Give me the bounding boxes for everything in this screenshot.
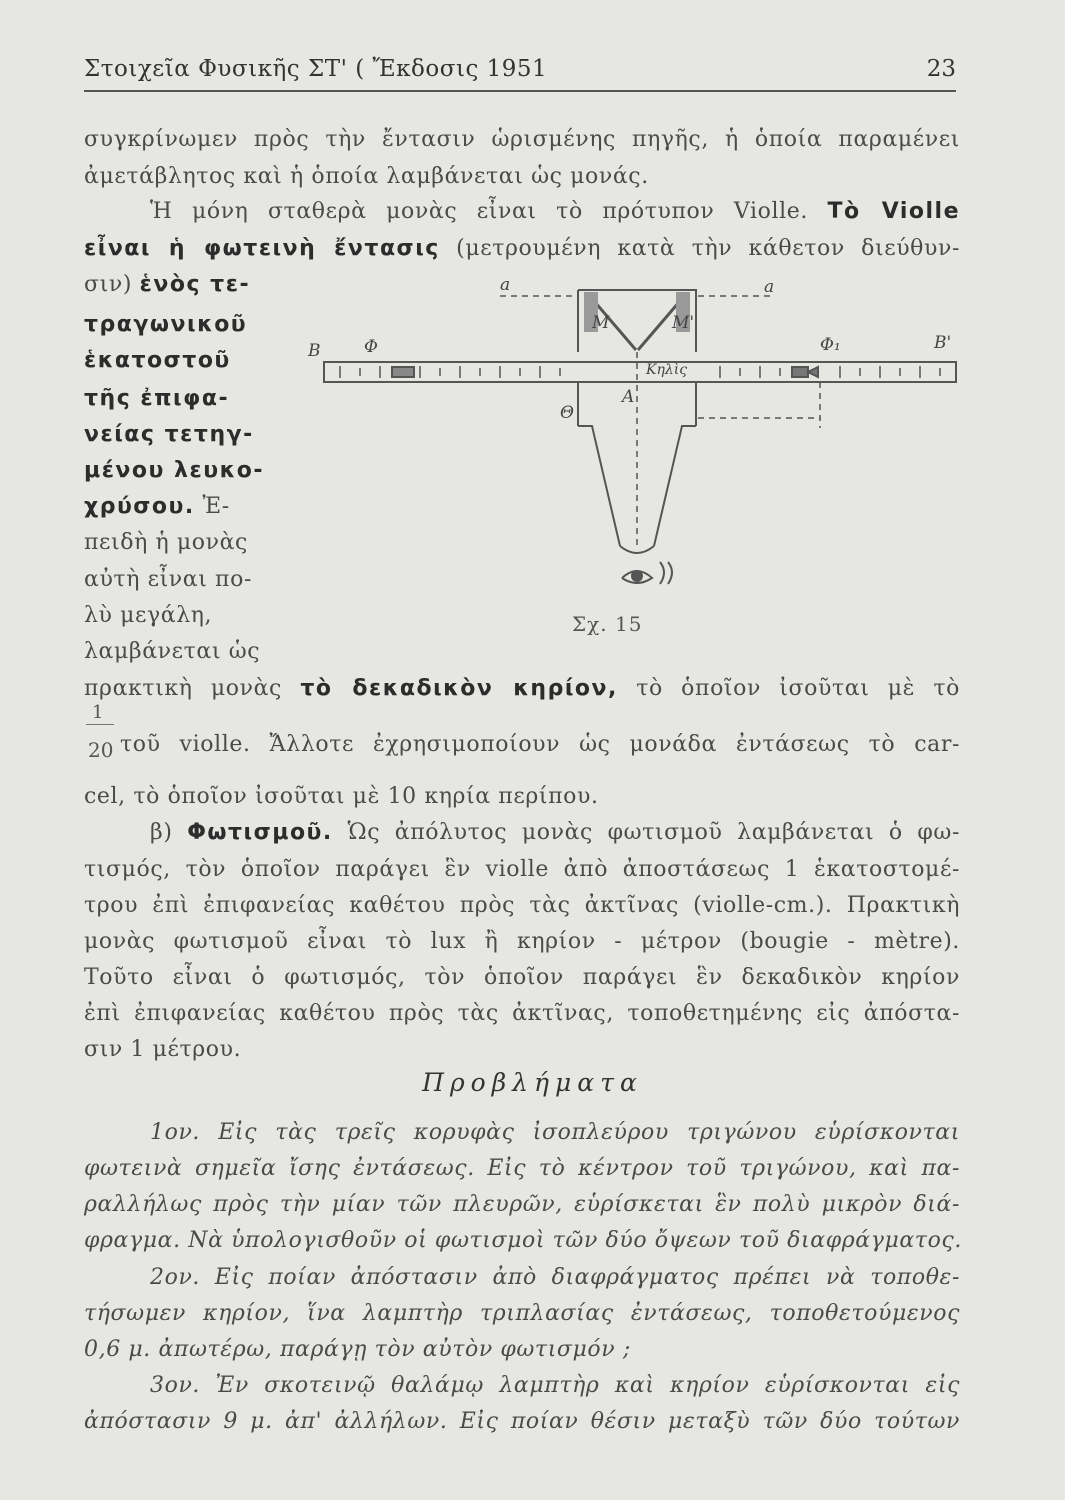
fraction-bar [86,724,114,725]
body-line: τοῦ violle. Ἄλλοτε ἐχρησιμοποίουν ὡς μονάδα ἐντάσεως τὸ car- [120,732,960,757]
running-header [84,56,956,92]
label-b-right: B' [934,333,952,353]
label-a-center: A [622,387,635,407]
problem-line: ραλλήλως πρὸς τὴν μίαν τῶν πλευρῶν, εὑρίσκεται ἓν πολὺ μικρὸν διά- [84,1192,960,1217]
body-line: εἶναι ἡ φωτεινὴ ἔντασις (μετρουμένη κατὰ τὴν κάθετον διεύθυν- [84,236,960,261]
optical-bench [324,362,956,382]
problem-line: 0,6 μ. ἀπωτέρω, παράγῃ τὸν αὐτὸν φωτισμόν ; [84,1337,631,1362]
side-line: νείας τετηγ- [84,422,254,447]
problem-line: 1ον. Εἰς τὰς τρεῖς κορυφὰς ἰσοπλεύρου τριγώνου εὑρίσκονται [150,1120,960,1145]
side-line: χρύσου. Ἐ- [84,494,230,519]
body-line: cel, τὸ ὁποῖον ἰσοῦται μὲ 10 κηρία περίπου. [84,784,599,809]
page-number: 23 [926,56,956,82]
problem-line: ἀπόστασιν 9 μ. ἀπ' ἀλλήλων. Εἰς ποίαν θέσιν μεταξὺ τῶν δύο τούτων [84,1409,960,1434]
side-line: λὺ μεγάλη, [84,603,213,628]
body-line: τισμός, τὸν ὁποῖον παράγει ἓν violle ἀπὸ ἀποστάσεως 1 ἑκατοστομέ- [84,857,960,882]
header-title: Στοιχεῖα Φυσικῆς ΣΤ' ( Ἔκδοσις 1951 [84,56,548,82]
label-b-left: B [308,341,321,361]
label-theta: Θ [560,403,574,423]
label-m-left: M [592,313,610,333]
body-line: β) Φωτισμοῦ. Ὡς ἀπόλυτος μονὰς φωτισμοῦ λαμβάνεται ὁ φω- [150,820,961,845]
problem-line: 3ον. Ἐν σκοτεινῷ θαλάμῳ λαμπτὴρ καὶ κηρίον εὑρίσκονται εἰς [150,1373,960,1398]
fraction-denominator: 20 [88,738,114,762]
side-line: αὐτὴ εἶναι πο- [84,567,252,592]
body-line: Ἡ μόνη σταθερὰ μονὰς εἶναι τὸ πρότυπον Violle. Τὸ Violle [150,199,961,224]
side-line: ἑκατοστοῦ [84,348,231,373]
left-source [392,367,414,377]
body-line: μονὰς φωτισμοῦ εἶναι τὸ lux ἢ κηρίον - μέτρον (bougie - mètre). [84,929,960,954]
body-line: ἀμετάβλητος καὶ ἡ ὁποία λαμβάνεται ὡς μονάς. [84,164,649,189]
fraction-numerator: 1 [92,702,104,723]
label-a-right: a [764,278,775,297]
label-a-left: a [500,278,511,295]
label-kilis: Κηλὶς [646,362,688,378]
body-line: σιν 1 μέτρου. [84,1037,242,1062]
problem-line: τήσωμεν κηρίον, ἵνα λαμπτὴρ τριπλασίας ἐντάσεως, τοποθετούμενος [84,1301,960,1326]
body-line: τρου ἐπὶ ἐπιφανείας καθέτου πρὸς τὰς ἀκτῖνας (violle-cm.). Πρακτικὴ [84,893,960,918]
body-line: Τοῦτο εἶναι ὁ φωτισμός, τὸν ὁποῖον παράγει ἓν δεκαδικὸν κηρίον [84,965,960,990]
side-line: σιν) ἑνὸς τε- [84,272,251,297]
bench-ticks [340,366,940,378]
right-source [792,367,818,377]
body-line: πρακτικὴ μονὰς τὸ δεκαδικὸν κηρίον, τὸ ὁποῖον ἰσοῦται μὲ τὸ [84,676,961,701]
side-line: τῆς ἐπιφα- [84,386,230,411]
problem-line: 2ον. Εἰς ποίαν ἀπόστασιν ἀπὸ διαφράγματος πρέπει νὰ τοποθε- [150,1265,960,1290]
problems-title: Προβλήματα [422,1068,643,1097]
problem-line: φωτεινὰ σημεῖα ἴσης ἐντάσεως. Εἰς τὸ κέντρον τοῦ τριγώνου, καὶ πα- [84,1156,960,1181]
side-line: τραγωνικοῦ [84,312,248,337]
side-line: λαμβάνεται ὡς [84,639,261,664]
label-phi-left: Φ [364,337,378,357]
problem-line: φραγμα. Νὰ ὑπολογισθοῦν οἱ φωτισμοὶ τῶν δύο ὄψεων τοῦ διαφράγματος. [84,1228,962,1253]
side-line: μένου λευκο- [84,458,264,483]
body-line: συγκρίνωμεν πρὸς τὴν ἔντασιν ὡρισμένης πηγῆς, ἡ ὁποία παραμένει [84,127,960,152]
side-line: πειδὴ ἡ μονὰς [84,530,248,555]
label-m-right: M' [672,313,695,333]
figure-caption: Σχ. 15 [572,612,643,636]
photometer-diagram [300,278,970,608]
body-line: ἐπὶ ἐπιφανείας καθέτου πρὸς τὰς ἀκτῖνας, τοποθετημένης εἰς ἀπόστα- [84,1001,960,1026]
label-phi-right: Φ₁ [820,335,841,355]
